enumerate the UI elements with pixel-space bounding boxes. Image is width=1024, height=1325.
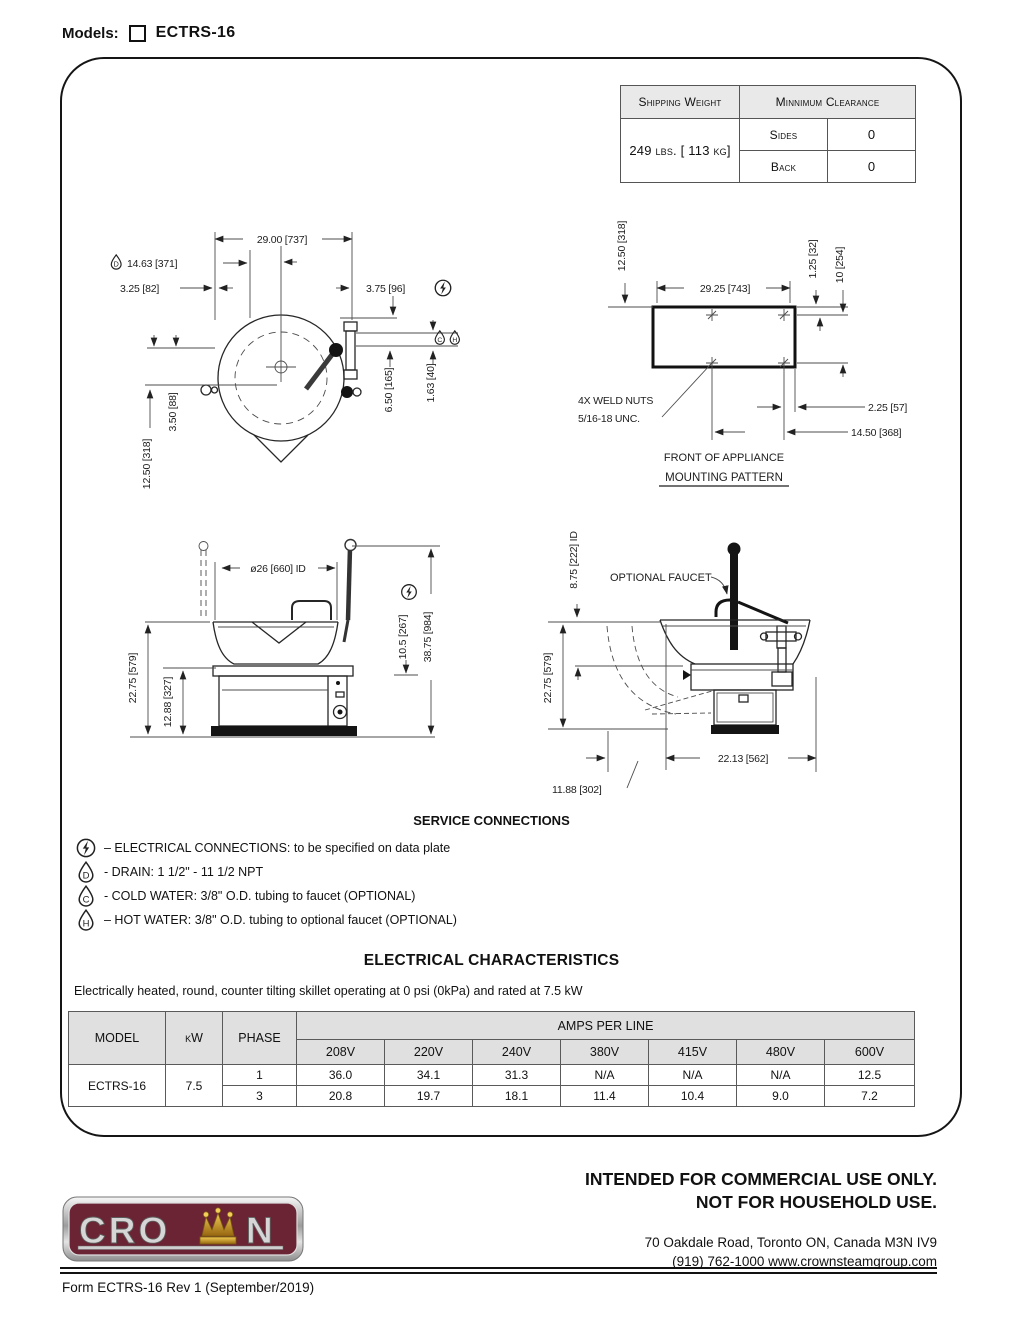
models-header [62, 24, 235, 42]
dim-label: 12.50 [318] [616, 220, 628, 272]
cell-phase: 3 [223, 1086, 297, 1107]
service-item-text: - COLD WATER: 3/8" O.D. tubing to faucet (OPTIONAL) [104, 889, 416, 903]
cell-amps: 20.8 [297, 1086, 385, 1107]
col-header-kw: kW [166, 1012, 223, 1065]
faucet-pipe [730, 552, 738, 650]
dim-label: 14.63 [371] [127, 258, 178, 270]
cell-amps: 36.0 [297, 1065, 385, 1086]
optional-faucet-label: OPTIONAL FAUCET [610, 572, 712, 584]
company-contact [400, 1233, 937, 1271]
service-item-text: – ELECTRICAL CONNECTIONS: to be specified on data plate [104, 841, 451, 855]
dim-label: 38.75 [984] [422, 611, 434, 663]
dim-label: 6.50 [165] [383, 367, 395, 413]
electrical-table [68, 1011, 915, 1107]
mounting-pattern-title: MOUNTING PATTERN [665, 472, 783, 484]
service-item-cold-water [76, 885, 415, 907]
cell-amps: 10.4 [649, 1086, 737, 1107]
service-item-electrical [76, 837, 450, 859]
side-view-drawing [542, 531, 816, 796]
cell-amps: N/A [561, 1065, 649, 1086]
cell-phase: 1 [223, 1065, 297, 1086]
model-checkbox[interactable] [129, 25, 146, 42]
company-phone-web[interactable]: (919) 762-1000 www.crownsteamgroup.com [672, 1254, 937, 1269]
weld-nut-markers [706, 309, 790, 369]
dim-label: ø26 [660] ID [250, 563, 306, 575]
company-address: 70 Oakdale Road, Toronto ON, Canada M3N IV9 [644, 1235, 937, 1250]
dim-label: 22.13 [562] [717, 753, 769, 765]
crown-logo [62, 1196, 304, 1262]
table-row [69, 1065, 915, 1086]
service-connections-title: SERVICE CONNECTIONS [413, 813, 570, 828]
svg-text:C: C [437, 336, 443, 344]
service-item-text: – HOT WATER: 3/8" O.D. tubing to optional faucet (OPTIONAL) [104, 913, 457, 927]
dim-label: 22.75 [579] [127, 652, 139, 704]
cell-amps: 34.1 [385, 1065, 473, 1086]
cell-amps: 7.2 [825, 1086, 915, 1107]
cell-kw: 7.5 [166, 1065, 223, 1107]
cold-water-icon [76, 885, 96, 907]
dim-label: 14.50 [368] [851, 427, 902, 439]
electrical-description: Electrically heated, round, counter tilting skillet operating at 0 psi (0kPa) and rated at 7.5 kW [74, 984, 583, 998]
col-header-voltage: 415V [649, 1040, 737, 1065]
col-header-voltage: 220V [385, 1040, 473, 1065]
dim-label: 12.50 [318] [141, 438, 153, 490]
commercial-use-notice [400, 1168, 937, 1214]
col-header-voltage: 380V [561, 1040, 649, 1065]
notice-line-1: INTENDED FOR COMMERCIAL USE ONLY. [585, 1169, 937, 1189]
electrical-icon [435, 280, 450, 295]
service-item-drain [76, 861, 263, 883]
col-header-phase: PHASE [223, 1012, 297, 1065]
drain-icon [76, 861, 96, 883]
dim-label: 8.75 [222] ID [568, 531, 580, 589]
svg-text:D: D [82, 870, 90, 882]
drain-icon [111, 255, 121, 269]
model-name: ECTRS-16 [155, 24, 236, 41]
cell-model: ECTRS-16 [69, 1065, 166, 1107]
electrical-icon [402, 585, 417, 600]
electrical-connection-icon [76, 837, 96, 859]
cell-amps: N/A [737, 1065, 825, 1086]
dim-label: 29.00 [737] [256, 234, 308, 246]
min-clearance-header: Minnimum Clearance [740, 86, 916, 119]
col-header-voltage: 600V [825, 1040, 915, 1065]
clearance-back-label: Back [740, 151, 828, 183]
dim-label: 10 [254] [834, 246, 846, 284]
dim-label: 22.75 [579] [542, 652, 554, 704]
dim-label: 1.63 [40] [425, 363, 437, 403]
cell-amps: 18.1 [473, 1086, 561, 1107]
top-view-drawing [111, 232, 459, 489]
col-header-voltage: 240V [473, 1040, 561, 1065]
cell-amps: 11.4 [561, 1086, 649, 1107]
form-revision-info: Form ECTRS-16 Rev 1 (September/2019) [62, 1280, 315, 1295]
front-view-drawing [127, 540, 440, 738]
dim-label: 1.25 [32] [807, 239, 819, 279]
dim-label: 3.25 [82] [120, 283, 160, 295]
brand-text-right: N [246, 1210, 273, 1251]
dim-label: 12.88 [327] [162, 676, 174, 728]
shipping-weight-value: 249 lbs. [ 113 kg] [621, 119, 740, 183]
dim-label: 3.75 [96] [366, 283, 406, 295]
hot-water-icon [76, 909, 96, 931]
svg-text:H: H [82, 918, 90, 930]
weld-nuts-label: 5/16-18 UNC. [578, 413, 640, 425]
col-header-voltage: 480V [737, 1040, 825, 1065]
tilt-handle-knob [329, 343, 343, 357]
clearance-back-value: 0 [828, 151, 916, 183]
crown-icon [200, 1208, 236, 1244]
service-item-text: - DRAIN: 1 1/2" - 11 1/2 NPT [104, 865, 264, 879]
cell-amps: 9.0 [737, 1086, 825, 1107]
footer-divider [60, 1267, 937, 1274]
col-header-amps: AMPS PER LINE [297, 1012, 915, 1040]
col-header-model: MODEL [69, 1012, 166, 1065]
dim-label: 11.88 [302] [552, 784, 602, 796]
cell-amps: N/A [649, 1065, 737, 1086]
cell-amps: 19.7 [385, 1086, 473, 1107]
col-header-voltage: 208V [297, 1040, 385, 1065]
dim-label: 29.25 [743] [699, 283, 751, 295]
weld-nuts-label: 4X WELD NUTS [578, 395, 654, 407]
models-label: Models: [62, 24, 119, 42]
front-of-appliance-label: FRONT OF APPLIANCE [663, 452, 785, 464]
technical-drawings [60, 57, 958, 820]
notice-line-2: NOT FOR HOUSEHOLD USE. [695, 1192, 937, 1212]
svg-text:D: D [113, 259, 119, 269]
mounting-pattern-drawing [578, 221, 907, 486]
brand-text-left: CRO [79, 1210, 171, 1251]
svg-text:H: H [452, 336, 458, 344]
electrical-characteristics-title: ELECTRICAL CHARACTERISTICS [363, 952, 620, 969]
clearance-sides-value: 0 [828, 119, 916, 151]
shipping-weight-header: Shipping Weight [621, 86, 740, 119]
cell-amps: 12.5 [825, 1065, 915, 1086]
svg-text:C: C [82, 894, 90, 906]
clearance-sides-label: Sides [740, 119, 828, 151]
dim-label: 2.25 [57] [868, 402, 908, 414]
service-item-hot-water [76, 909, 457, 931]
cell-amps: 31.3 [473, 1065, 561, 1086]
dim-label: 3.50 [88] [167, 392, 179, 432]
dim-label: 10.5 [267] [397, 614, 409, 660]
